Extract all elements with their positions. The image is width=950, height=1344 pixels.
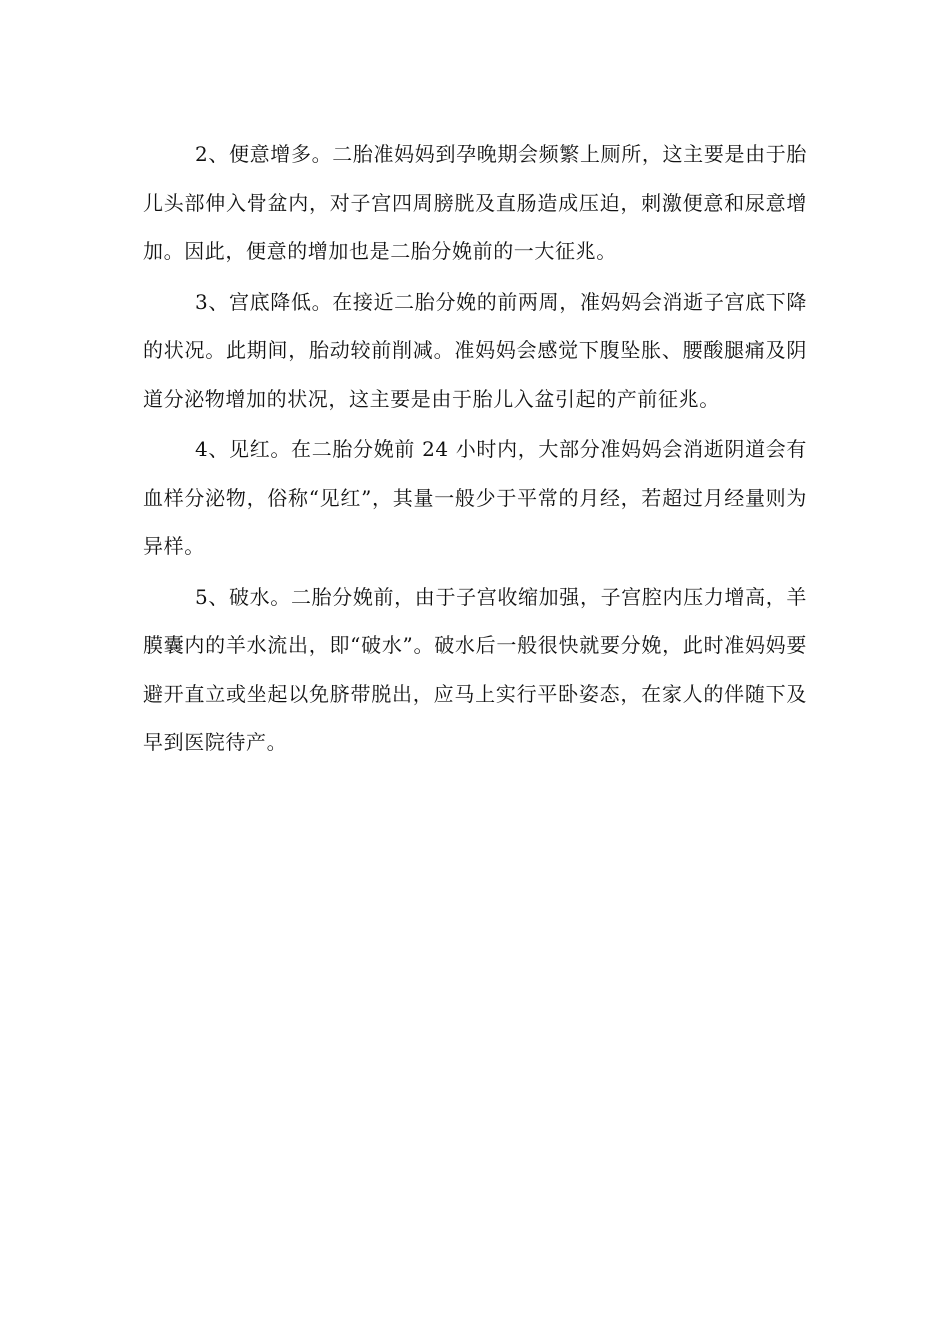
paragraph-frequent-urination: 2、便意增多。二胎准妈妈到孕晚期会频繁上厕所，这主要是由于胎儿头部伸入骨盆内，对子宫四周膀胱及直肠造成压迫，刺激便意和尿意增加。因此，便意的增加也是二胎分娩前的一大征兆。 — [143, 142, 807, 263]
paragraph-fundus-descent: 3、宫底降低。在接近二胎分娩的前两周，准妈妈会消逝子宫底下降的状况。此期间，胎动较前削减。准妈妈会感觉下腹坠胀、腰酸腿痛及阴道分泌物增加的状况，这主要是由于胎儿入盆引起的产前征兆。 — [143, 289, 807, 411]
paragraph-water-breaking: 5、破水。二胎分娩前，由于子宫收缩加强，子宫腔内压力增高，羊膜囊内的羊水流出，即“破水”。破水后一般很快就要分娩，此时准妈妈要避开直立或坐起以免脐带脱出，应马上实行平卧姿态，在家人的伴随下及早到医院待产。 — [143, 584, 807, 754]
paragraph-bloody-show: 4、见红。在二胎分娩前 24 小时内，大部分准妈妈会消逝阴道会有血样分泌物，俗称“见红”，其量一般少于平常的月经，若超过月经量则为异样。 — [143, 437, 807, 558]
document-body — [143, 130, 807, 769]
